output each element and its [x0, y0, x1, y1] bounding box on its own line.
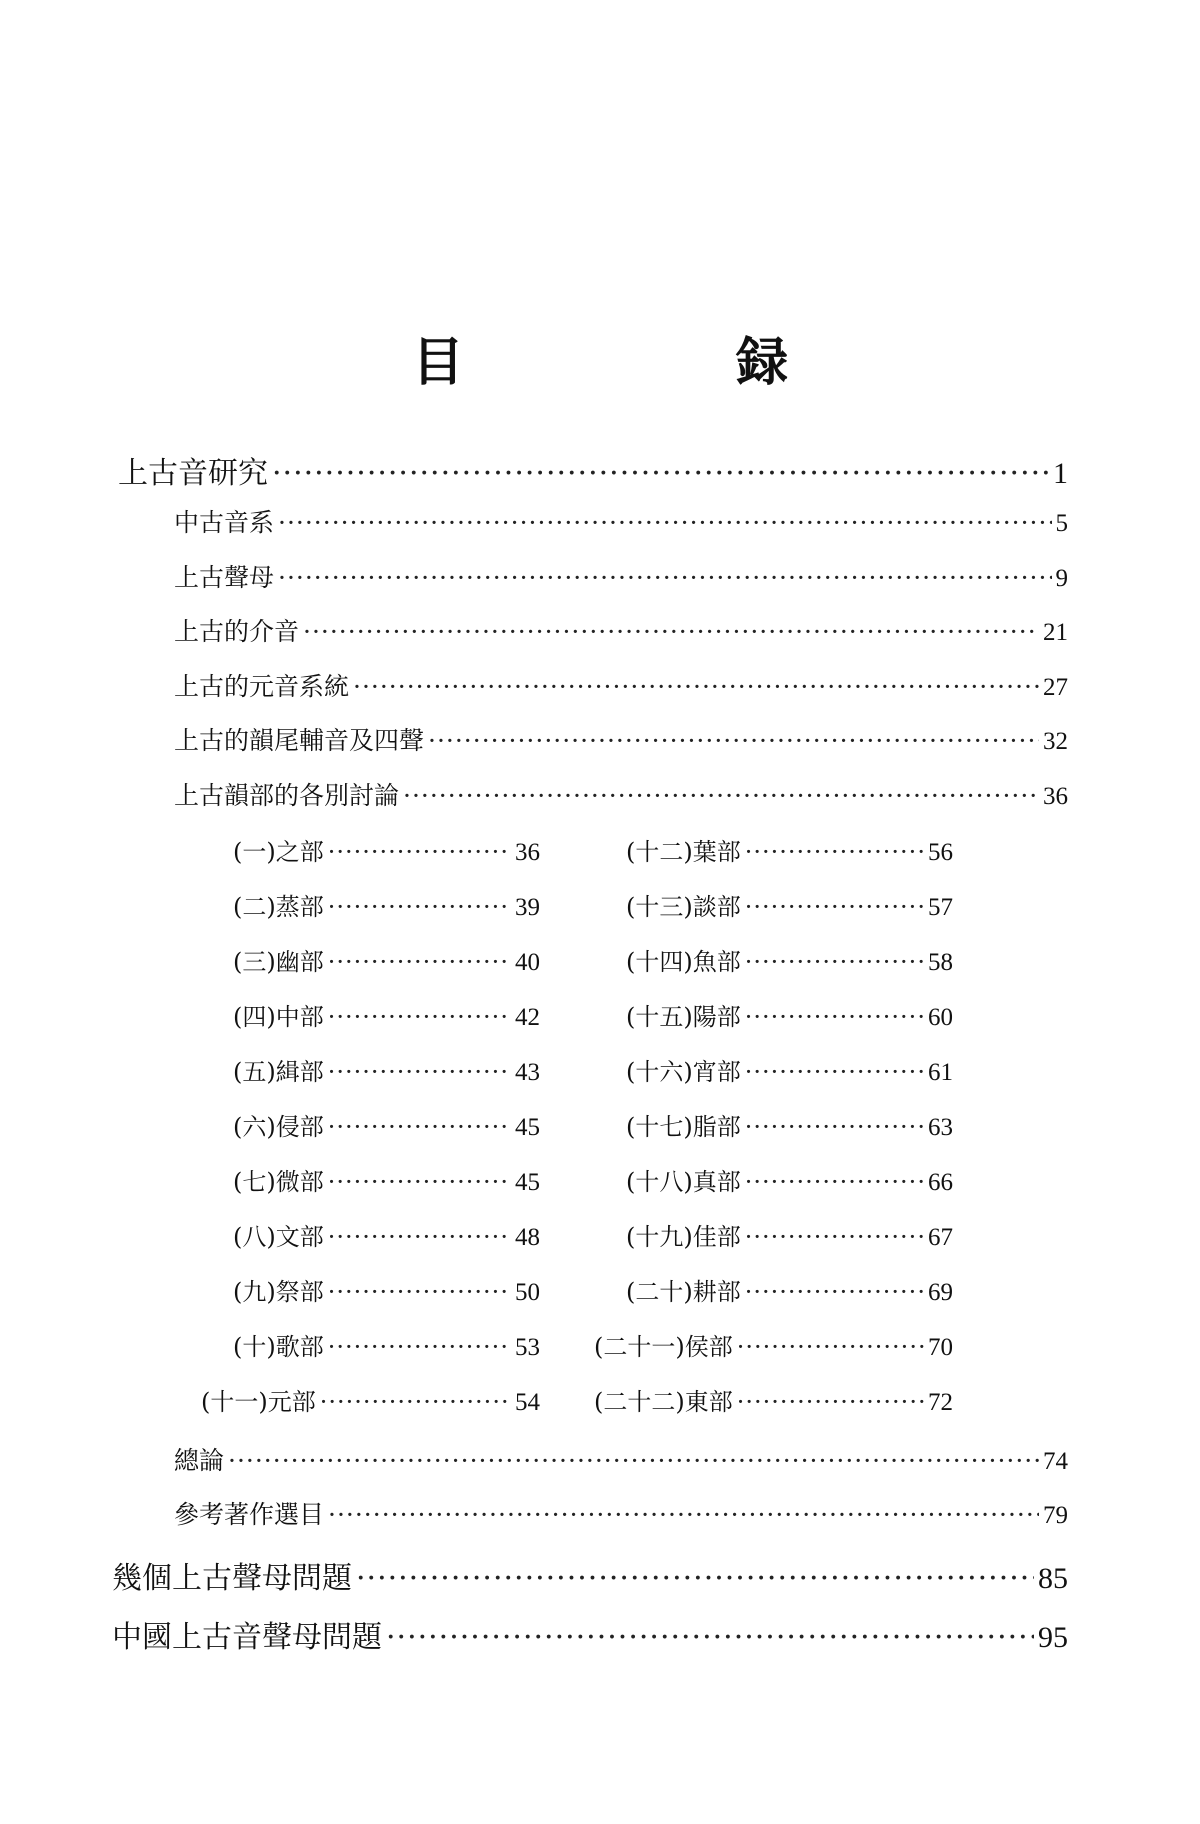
toc-rhyme-label: (一)之部: [233, 838, 324, 866]
toc-page-number: 58: [928, 949, 953, 976]
toc-page-number: 95: [1038, 1621, 1068, 1654]
leader-dots: [328, 838, 511, 866]
leader-dots: [745, 1168, 924, 1196]
toc-rhyme-label: (十五)陽部: [626, 1003, 741, 1031]
toc-section[interactable]: [174, 558, 1068, 594]
toc-section-label: 上古聲母: [174, 563, 275, 592]
leader-dots: [272, 456, 1049, 491]
toc-section-label: 上古韻部的各別討論: [174, 781, 400, 810]
leader-dots: [745, 1278, 924, 1306]
toc-page-number: 56: [928, 839, 953, 866]
leader-dots: [328, 893, 511, 921]
toc-section[interactable]: [174, 667, 1068, 703]
toc-page-number: 61: [928, 1059, 953, 1086]
toc-page-number: 53: [515, 1334, 540, 1361]
toc-rhyme-group[interactable]: [626, 1217, 953, 1252]
toc-section-label: 總論: [174, 1446, 225, 1475]
leader-dots: [328, 1333, 511, 1361]
toc-page-number: 39: [515, 894, 540, 921]
toc-rhyme-group[interactable]: [626, 997, 953, 1032]
toc-rhyme-group[interactable]: [626, 887, 953, 922]
toc-rhyme-group[interactable]: [233, 1107, 540, 1142]
toc-page-number: 57: [928, 894, 953, 921]
toc-rhyme-group[interactable]: [233, 1272, 540, 1307]
toc-rhyme-label: (十一)元部: [201, 1388, 316, 1416]
toc-entry-label: 幾個上古聲母問題: [112, 1561, 352, 1596]
toc-rhyme-label: (二十一)侯部: [594, 1333, 733, 1361]
toc-rhyme-label: (九)祭部: [233, 1278, 324, 1306]
toc-page-number: 1: [1053, 457, 1068, 490]
toc-rhyme-label: (二十)耕部: [626, 1278, 741, 1306]
leader-dots: [328, 1223, 511, 1251]
toc-page-number: 45: [515, 1114, 540, 1141]
leader-dots: [328, 1003, 511, 1031]
toc-section[interactable]: [174, 1441, 1068, 1477]
toc-section-label: 上古的介音: [174, 617, 300, 646]
toc-rhyme-group[interactable]: [626, 1162, 953, 1197]
toc-section[interactable]: [174, 612, 1068, 648]
leader-dots: [328, 1058, 511, 1086]
toc-page-number: 60: [928, 1004, 953, 1031]
toc-rhyme-label: (十七)脂部: [626, 1113, 741, 1141]
toc-rhyme-group[interactable]: [626, 1107, 953, 1142]
toc-rhyme-group[interactable]: [626, 1052, 953, 1087]
toc-rhyme-group[interactable]: [233, 887, 540, 922]
leader-dots: [278, 563, 1051, 592]
toc-rhyme-label: (十六)宵部: [626, 1058, 741, 1086]
toc-section[interactable]: [174, 503, 1068, 539]
toc-rhyme-label: (七)微部: [233, 1168, 324, 1196]
toc-rhyme-group[interactable]: [594, 1327, 953, 1362]
toc-page-number: 21: [1043, 619, 1068, 646]
toc-page-number: 36: [1043, 783, 1068, 810]
toc-rhyme-group[interactable]: [233, 997, 540, 1032]
toc-section-label: 上古的元音系統: [174, 672, 350, 701]
toc-page-number: 74: [1043, 1448, 1068, 1475]
toc-page-number: 5: [1055, 510, 1068, 537]
toc-section-label: 上古的韻尾輔音及四聲: [174, 726, 425, 755]
leader-dots: [745, 1113, 924, 1141]
toc-rhyme-group[interactable]: [233, 1162, 540, 1197]
leader-dots: [737, 1388, 924, 1416]
toc-page-number: 45: [515, 1169, 540, 1196]
toc-page-number: 69: [928, 1279, 953, 1306]
toc-page-number: 42: [515, 1004, 540, 1031]
toc-page-number: 72: [928, 1389, 953, 1416]
toc-entry-main[interactable]: [112, 1612, 1068, 1656]
leader-dots: [745, 1223, 924, 1251]
toc-page-number: 50: [515, 1279, 540, 1306]
leader-dots: [428, 726, 1039, 755]
toc-page-number: 63: [928, 1114, 953, 1141]
toc-page-number: 32: [1043, 728, 1068, 755]
leader-dots: [320, 1388, 511, 1416]
toc-rhyme-label: (二十二)東部: [594, 1388, 733, 1416]
leader-dots: [737, 1333, 924, 1361]
toc-rhyme-label: (四)中部: [233, 1003, 324, 1031]
leader-dots: [228, 1446, 1039, 1475]
toc-section[interactable]: [174, 721, 1068, 757]
toc-rhyme-group[interactable]: [233, 1327, 540, 1362]
toc-page-number: 67: [928, 1224, 953, 1251]
toc-rhyme-label: (五)緝部: [233, 1058, 324, 1086]
leader-dots: [745, 948, 924, 976]
toc-rhyme-label: (十)歌部: [233, 1333, 324, 1361]
page-title: 目 録: [411, 332, 898, 393]
leader-dots: [328, 1278, 511, 1306]
leader-dots: [386, 1620, 1034, 1655]
leader-dots: [278, 508, 1051, 537]
leader-dots: [353, 672, 1039, 701]
toc-rhyme-group[interactable]: [233, 1217, 540, 1252]
toc-page-number: 40: [515, 949, 540, 976]
toc-section[interactable]: [174, 1495, 1068, 1531]
toc-rhyme-label: (十九)佳部: [626, 1223, 741, 1251]
toc-rhyme-label: (六)侵部: [233, 1113, 324, 1141]
leader-dots: [403, 781, 1039, 810]
leader-dots: [356, 1561, 1034, 1596]
leader-dots: [303, 617, 1039, 646]
toc-rhyme-group[interactable]: [626, 942, 953, 977]
toc-rhyme-label: (十四)魚部: [626, 948, 741, 976]
toc-rhyme-group[interactable]: [626, 1272, 953, 1307]
toc-rhyme-label: (十三)談部: [626, 893, 741, 921]
toc-section[interactable]: [174, 776, 1068, 812]
toc-page-number: 54: [515, 1389, 540, 1416]
toc-entry-label: 中國上古音聲母問題: [112, 1620, 382, 1655]
leader-dots: [745, 893, 924, 921]
toc-section-label: 中古音系: [174, 508, 275, 537]
toc-page-number: 66: [928, 1169, 953, 1196]
leader-dots: [745, 1058, 924, 1086]
toc-rhyme-label: (十二)葉部: [626, 838, 741, 866]
leader-dots: [328, 1113, 511, 1141]
toc-page-number: 43: [515, 1059, 540, 1086]
toc-rhyme-label: (十八)真部: [626, 1168, 741, 1196]
toc-section-label: 參考著作選目: [174, 1500, 325, 1529]
toc-rhyme-group[interactable]: [233, 832, 540, 867]
leader-dots: [328, 1500, 1039, 1529]
toc-page-number: 79: [1043, 1502, 1068, 1529]
toc-rhyme-group[interactable]: [233, 1052, 540, 1087]
leader-dots: [328, 948, 511, 976]
toc-rhyme-group[interactable]: [233, 942, 540, 977]
toc-page-number: 27: [1043, 674, 1068, 701]
toc-rhyme-group[interactable]: [626, 832, 953, 867]
leader-dots: [745, 1003, 924, 1031]
toc-entry-label: 上古音研究: [118, 456, 268, 491]
toc-rhyme-label: (二)蒸部: [233, 893, 324, 921]
toc-page-number: 48: [515, 1224, 540, 1251]
toc-entry-main[interactable]: [112, 1553, 1068, 1597]
toc-rhyme-label: (三)幽部: [233, 948, 324, 976]
leader-dots: [328, 1168, 511, 1196]
toc-rhyme-group[interactable]: [201, 1382, 540, 1417]
toc-page-number: 9: [1055, 565, 1068, 592]
toc-page-number: 85: [1038, 1562, 1068, 1595]
toc-rhyme-label: (八)文部: [233, 1223, 324, 1251]
toc-rhyme-group[interactable]: [594, 1382, 953, 1417]
toc-entry-main[interactable]: [118, 448, 1068, 492]
toc-page-number: 36: [515, 839, 540, 866]
toc-page-number: 70: [928, 1334, 953, 1361]
leader-dots: [745, 838, 924, 866]
